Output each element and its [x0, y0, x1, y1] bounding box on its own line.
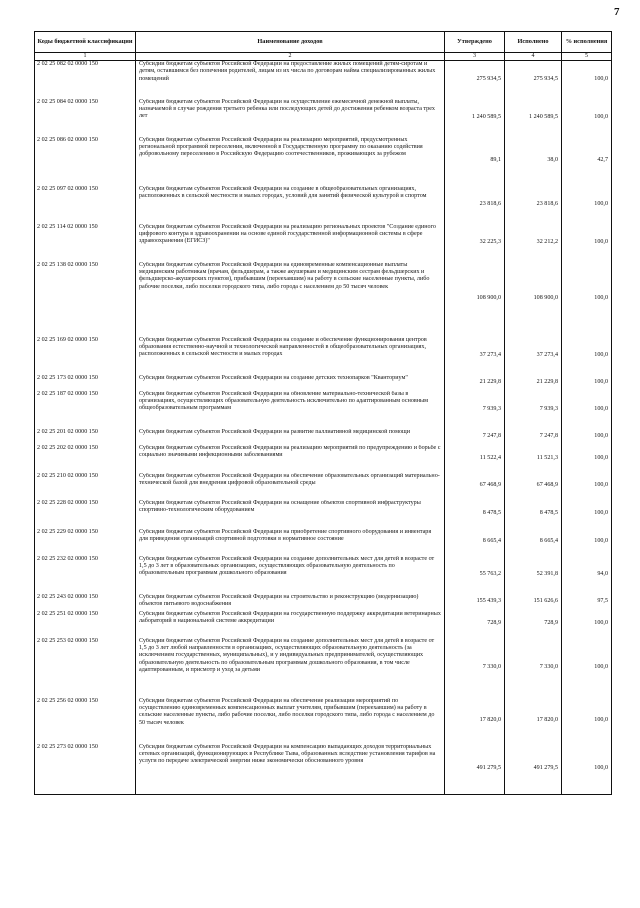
table-row — [35, 186, 612, 224]
row-name: Субсидии бюджетам субъектов Российской Федерации на компенсацию выпадающих доходов территориальных сетевых организаций, функционирующих в Республике Тыва, образованных вследствие установления тарифов на услуги по передаче электрической энергии ниже экономически обоснованного уровня — [136, 744, 445, 795]
row-executed: 52 391,8 — [505, 556, 562, 594]
row-approved: 491 279,5 — [445, 744, 505, 795]
row-executed: 38,0 — [505, 137, 562, 186]
row-executed: 67 468,9 — [505, 473, 562, 500]
header-code: Коды бюджетной классификации — [35, 32, 136, 53]
row-name: Субсидии бюджетам субъектов Российской Федерации на обеспечение реализации мероприятий по осуществлению единовременных компенсационных выплат учителям, прибывшим (переехавшим) на работу в сельские населенные пункты, либо рабочие поселки, либо поселки городского типа, либо города с населением до 50 тысяч человек — [136, 698, 445, 744]
table-row — [35, 500, 612, 529]
column-number: 2 — [136, 53, 445, 61]
row-percent: 100,0 — [562, 375, 612, 391]
row-executed: 11 521,3 — [505, 445, 562, 473]
page-number: 7 — [614, 6, 620, 18]
row-percent: 100,0 — [562, 262, 612, 337]
table-row — [35, 744, 612, 795]
row-percent: 100,0 — [562, 529, 612, 556]
header-executed: Исполнено — [505, 32, 562, 53]
row-code: 2 02 25 210 02 0000 150 — [35, 473, 136, 500]
row-executed: 8 478,5 — [505, 500, 562, 529]
row-code: 2 02 25 228 02 0000 150 — [35, 500, 136, 529]
row-percent: 42,7 — [562, 137, 612, 186]
table-row — [35, 638, 612, 698]
row-approved: 89,1 — [445, 137, 505, 186]
row-approved: 275 934,5 — [445, 61, 505, 99]
row-percent: 100,0 — [562, 698, 612, 744]
row-approved: 155 439,3 — [445, 594, 505, 611]
row-code: 2 02 25 273 02 0000 150 — [35, 744, 136, 795]
row-name: Субсидии бюджетам субъектов Российской Федерации на реализацию мероприятий по предупреждению и борьбе с социально значимыми инфекционными заболеваниями — [136, 445, 445, 473]
table-row — [35, 429, 612, 445]
row-executed: 728,9 — [505, 611, 562, 638]
table-row — [35, 337, 612, 375]
row-approved: 8 478,5 — [445, 500, 505, 529]
row-executed: 491 279,5 — [505, 744, 562, 795]
row-approved: 67 468,9 — [445, 473, 505, 500]
table-row — [35, 445, 612, 473]
row-name: Субсидии бюджетам субъектов Российской Федерации на создание детских технопарков "Кванториум" — [136, 375, 445, 391]
row-executed: 7 939,3 — [505, 391, 562, 429]
row-percent: 100,0 — [562, 186, 612, 224]
row-name: Субсидии бюджетам субъектов Российской Федерации на реализацию мероприятий, предусмотренных региональной программой переселения, включенной в Государственную программу по оказанию содействия добровольному переселению в Российскую Федерацию соотечественников, проживающих за рубежом — [136, 137, 445, 186]
row-approved: 7 330,0 — [445, 638, 505, 698]
column-number: 4 — [505, 53, 562, 61]
table-row — [35, 529, 612, 556]
row-name: Субсидии бюджетам субъектов Российской Федерации на создание и обеспечение функционирования центров образования естественно-научной и технологической направленностей в общеобразовательных организациях, расположенных в сельской местности и малых городах — [136, 337, 445, 375]
column-number: 3 — [445, 53, 505, 61]
table-row — [35, 391, 612, 429]
table-row — [35, 224, 612, 262]
table-row — [35, 137, 612, 186]
table-row — [35, 556, 612, 594]
row-name: Субсидии бюджетам субъектов Российской Федерации на предоставление жилых помещений детям-сиротам и детям, оставшимся без попечения родителей, лицам из их числа по договорам найма специализированных жилых помещений — [136, 61, 445, 99]
row-percent: 94,0 — [562, 556, 612, 594]
row-approved: 21 229,8 — [445, 375, 505, 391]
row-approved: 1 240 589,5 — [445, 99, 505, 137]
row-code: 2 02 25 169 02 0000 150 — [35, 337, 136, 375]
table-row — [35, 698, 612, 744]
row-approved: 55 763,2 — [445, 556, 505, 594]
row-approved: 7 939,3 — [445, 391, 505, 429]
header-row — [35, 32, 612, 53]
row-name: Субсидии бюджетам субъектов Российской Федерации на осуществление ежемесячной денежной выплаты, назначаемой в случае рождения третьего ребенка или последующих детей до достижения ребенком возраста трех лет — [136, 99, 445, 137]
row-name: Субсидии бюджетам субъектов Российской Федерации на создание дополнительных мест для детей в возрасте от 1,5 до 3 лет любой направленности в организациях, осуществляющих образовательную деятельность (за исключением государственных, муниципальных), и у индивидуальных предпринимателей, осуществляющих образовательную деятельность по образовательным программам дошкольного образования, в том числе адаптированным, и присмотр и уход за детьми — [136, 638, 445, 698]
table-row — [35, 473, 612, 500]
row-percent: 100,0 — [562, 611, 612, 638]
row-code: 2 02 25 232 02 0000 150 — [35, 556, 136, 594]
row-approved: 8 665,4 — [445, 529, 505, 556]
column-number: 5 — [562, 53, 612, 61]
table-row — [35, 611, 612, 638]
table-row — [35, 375, 612, 391]
header-percent: % исполнения — [562, 32, 612, 53]
revenue-table — [34, 31, 612, 795]
row-executed: 17 820,0 — [505, 698, 562, 744]
row-percent: 100,0 — [562, 61, 612, 99]
header-approved: Утверждено — [445, 32, 505, 53]
row-percent: 100,0 — [562, 473, 612, 500]
row-approved: 37 273,4 — [445, 337, 505, 375]
row-code: 2 02 25 251 02 0000 150 — [35, 611, 136, 638]
row-executed: 32 212,2 — [505, 224, 562, 262]
row-name: Субсидии бюджетам субъектов Российской Федерации на реализацию региональных проектов "Создание единого цифрового контура в здравоохранении на основе единой государственной информационной системы в сфере здравоохранения (ЕГИСЗ)" — [136, 224, 445, 262]
row-name: Субсидии бюджетам субъектов Российской Федерации на приобретение спортивного оборудования и инвентаря для приведения организаций спортивной подготовки в нормативное состояние — [136, 529, 445, 556]
row-name: Субсидии бюджетам субъектов Российской Федерации на строительство и реконструкцию (модернизацию) объектов питьевого водоснабжения — [136, 594, 445, 611]
row-executed: 8 665,4 — [505, 529, 562, 556]
row-percent: 100,0 — [562, 445, 612, 473]
row-executed: 7 247,8 — [505, 429, 562, 445]
row-percent: 100,0 — [562, 99, 612, 137]
row-code: 2 02 25 086 02 0000 150 — [35, 137, 136, 186]
row-code: 2 02 25 173 02 0000 150 — [35, 375, 136, 391]
row-name: Субсидии бюджетам субъектов Российской Федерации на создание дополнительных мест для детей в возрасте от 1,5 до 3 лет в образовательных организациях, осуществляющих образовательную деятельность по образовательным программам дошкольного образования — [136, 556, 445, 594]
table-row — [35, 99, 612, 137]
row-code: 2 02 25 243 02 0000 150 — [35, 594, 136, 611]
row-approved: 23 818,6 — [445, 186, 505, 224]
row-name: Субсидии бюджетам субъектов Российской Федерации на развитие паллиативной медицинской помощи — [136, 429, 445, 445]
row-code: 2 02 25 229 02 0000 150 — [35, 529, 136, 556]
table-row — [35, 594, 612, 611]
row-percent: 100,0 — [562, 500, 612, 529]
row-percent: 97,5 — [562, 594, 612, 611]
row-approved: 7 247,8 — [445, 429, 505, 445]
column-number: 1 — [35, 53, 136, 61]
row-percent: 100,0 — [562, 224, 612, 262]
row-executed: 37 273,4 — [505, 337, 562, 375]
row-code: 2 02 25 202 02 0000 150 — [35, 445, 136, 473]
row-code: 2 02 25 187 02 0000 150 — [35, 391, 136, 429]
row-code: 2 02 25 082 02 0000 150 — [35, 61, 136, 99]
row-executed: 151 626,6 — [505, 594, 562, 611]
row-name: Субсидии бюджетам субъектов Российской Федерации на оснащение объектов спортивной инфраструктуры спортивно-технологическим оборудованием — [136, 500, 445, 529]
row-percent: 100,0 — [562, 337, 612, 375]
row-code: 2 02 25 097 02 0000 150 — [35, 186, 136, 224]
row-name: Субсидии бюджетам субъектов Российской Федерации на создание в общеобразовательных организациях, расположенных в сельской местности и малых городах, условий для занятий физической культурой и спортом — [136, 186, 445, 224]
row-percent: 100,0 — [562, 429, 612, 445]
row-code: 2 02 25 256 02 0000 150 — [35, 698, 136, 744]
row-code: 2 02 25 084 02 0000 150 — [35, 99, 136, 137]
row-approved: 728,9 — [445, 611, 505, 638]
row-approved: 108 900,0 — [445, 262, 505, 337]
table-row — [35, 262, 612, 337]
row-code: 2 02 25 201 02 0000 150 — [35, 429, 136, 445]
row-executed: 21 229,8 — [505, 375, 562, 391]
table-row — [35, 61, 612, 99]
row-approved: 11 522,4 — [445, 445, 505, 473]
row-percent: 100,0 — [562, 744, 612, 795]
row-name: Субсидии бюджетам субъектов Российской Федерации на государственную поддержку аккредитации ветеринарных лабораторий в национальной системе аккредитации — [136, 611, 445, 638]
row-name: Субсидии бюджетам субъектов Российской Федерации на единовременные компенсационные выплаты медицинским работникам (врачам, фельдшерам, а также акушеркам и медицинским сестрам фельдшерских и фельдшерско-акушерских пунктов), прибывшим (переехавшим) на работу в сельские населенные пункты, либо рабочие поселки, либо поселки городского типа, либо города с населением до 50 тысяч человек — [136, 262, 445, 337]
row-code: 2 02 25 138 02 0000 150 — [35, 262, 136, 337]
row-executed: 275 934,5 — [505, 61, 562, 99]
row-approved: 32 225,3 — [445, 224, 505, 262]
row-executed: 108 900,0 — [505, 262, 562, 337]
header-name: Наименование доходов — [136, 32, 445, 53]
row-executed: 1 240 589,5 — [505, 99, 562, 137]
row-percent: 100,0 — [562, 638, 612, 698]
row-code: 2 02 25 114 02 0000 150 — [35, 224, 136, 262]
row-executed: 23 818,6 — [505, 186, 562, 224]
row-name: Субсидии бюджетам субъектов Российской Федерации на обновление материально-технической базы в организациях, осуществляющих образовательную деятельность исключительно по адаптированным основным общеобразовательным программам — [136, 391, 445, 429]
row-name: Субсидии бюджетам субъектов Российской Федерации на обеспечение образовательных организаций материально-технической базой для внедрения цифровой образовательной среды — [136, 473, 445, 500]
row-percent: 100,0 — [562, 391, 612, 429]
row-approved: 17 820,0 — [445, 698, 505, 744]
row-executed: 7 330,0 — [505, 638, 562, 698]
row-code: 2 02 25 253 02 0000 150 — [35, 638, 136, 698]
column-number-row — [35, 53, 612, 61]
